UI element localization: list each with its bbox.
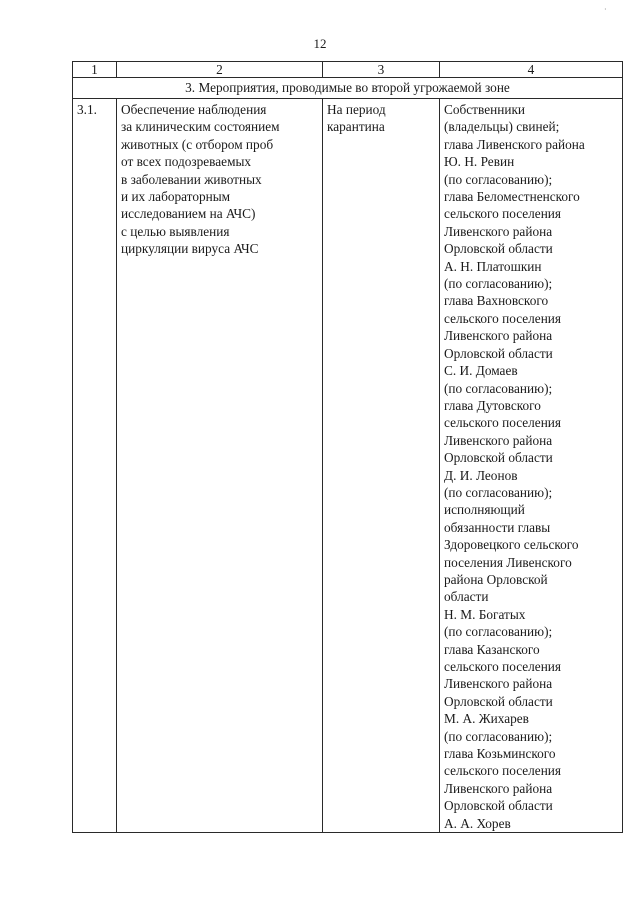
- cell-line: Орловской области: [444, 450, 553, 466]
- section-row: [73, 78, 623, 99]
- cell-line: обязанности главы: [444, 519, 551, 535]
- responsible-text: [444, 101, 618, 832]
- cell-line: М. А. Жихарев: [444, 711, 529, 727]
- cell-line: Н. М. Богатых: [444, 606, 526, 622]
- cell-line: Орловской области: [444, 345, 553, 361]
- cell-line: циркуляции вируса АЧС: [121, 241, 259, 257]
- cell-line: Ливенского района: [444, 432, 553, 448]
- section-title: 3. Мероприятия, проводимые во второй угрожаемой зоне: [73, 78, 623, 99]
- cell-line: исследованием на АЧС): [121, 206, 256, 222]
- cell-line: исполняющий: [444, 502, 525, 518]
- cell-line: (владельцы) свиней;: [444, 119, 560, 135]
- cell-line: А. Н. Платошкин: [444, 258, 542, 274]
- cell-line: глава Ливенского района: [444, 136, 585, 152]
- cell-line: глава Дутовского: [444, 397, 541, 413]
- cell-line: Ливенского района: [444, 328, 553, 344]
- cell-line: области: [444, 589, 489, 605]
- cell-line: (по согласованию);: [444, 276, 553, 292]
- cell-line: А. А. Хорев: [444, 815, 511, 831]
- table-header-row: [73, 62, 623, 78]
- cell-line: от всех подозреваемых: [121, 154, 252, 170]
- scan-speck: ·: [604, 5, 607, 14]
- column-header-4: 4: [440, 62, 623, 78]
- cell-line: (по согласованию);: [444, 171, 553, 187]
- cell-line: Ю. Н. Ревин: [444, 154, 515, 170]
- cell-line: сельского поселения: [444, 310, 562, 326]
- period-cell: [323, 99, 440, 833]
- cell-line: С. И. Домаев: [444, 363, 518, 379]
- measures-table: [72, 61, 623, 833]
- page-number: 12: [313, 36, 327, 51]
- cell-line: животных (с отбором проб: [121, 136, 274, 152]
- cell-line: Д. И. Леонов: [444, 467, 518, 483]
- cell-line: глава Казанского: [444, 641, 540, 657]
- cell-line: в заболевании животных: [121, 171, 262, 187]
- cell-line: карантина: [327, 119, 385, 135]
- cell-line: сельского поселения: [444, 206, 562, 222]
- cell-line: Ливенского района: [444, 223, 553, 239]
- cell-line: Орловской области: [444, 241, 553, 257]
- cell-line: глава Беломестненского: [444, 189, 580, 205]
- cell-line: Ливенского района: [444, 676, 553, 692]
- cell-line: Собственники: [444, 102, 526, 117]
- cell-line: сельского поселения: [444, 415, 562, 431]
- cell-line: Орловской области: [444, 693, 553, 709]
- column-header-2: 2: [117, 62, 323, 78]
- cell-line: сельского поселения: [444, 763, 562, 779]
- cell-line: за клиническим состоянием: [121, 119, 280, 135]
- measure-text: [121, 101, 318, 258]
- cell-line: глава Вахновского: [444, 293, 549, 309]
- cell-line: Ливенского района: [444, 780, 553, 796]
- cell-line: Обеспечение наблюдения: [121, 102, 267, 117]
- column-header-1: 1: [73, 62, 117, 78]
- cell-line: Здоровецкого сельского: [444, 537, 579, 553]
- cell-line: (по согласованию);: [444, 380, 553, 396]
- cell-line: района Орловской: [444, 571, 548, 587]
- column-header-3: 3: [323, 62, 440, 78]
- measure-cell: [117, 99, 323, 833]
- cell-line: поселения Ливенского: [444, 554, 572, 570]
- item-number: 3.1.: [73, 99, 117, 833]
- cell-line: и их лабораторным: [121, 189, 231, 205]
- cell-line: (по согласованию);: [444, 624, 553, 640]
- cell-line: глава Козьминского: [444, 746, 556, 762]
- cell-line: (по согласованию);: [444, 728, 553, 744]
- cell-line: Орловской области: [444, 798, 553, 814]
- period-text: [327, 101, 435, 136]
- cell-line: На период: [327, 102, 386, 117]
- cell-line: с целью выявления: [121, 223, 230, 239]
- cell-line: сельского поселения: [444, 659, 562, 674]
- responsible-cell: [440, 99, 623, 833]
- table-row: [73, 99, 623, 833]
- cell-line: (по согласованию);: [444, 484, 553, 500]
